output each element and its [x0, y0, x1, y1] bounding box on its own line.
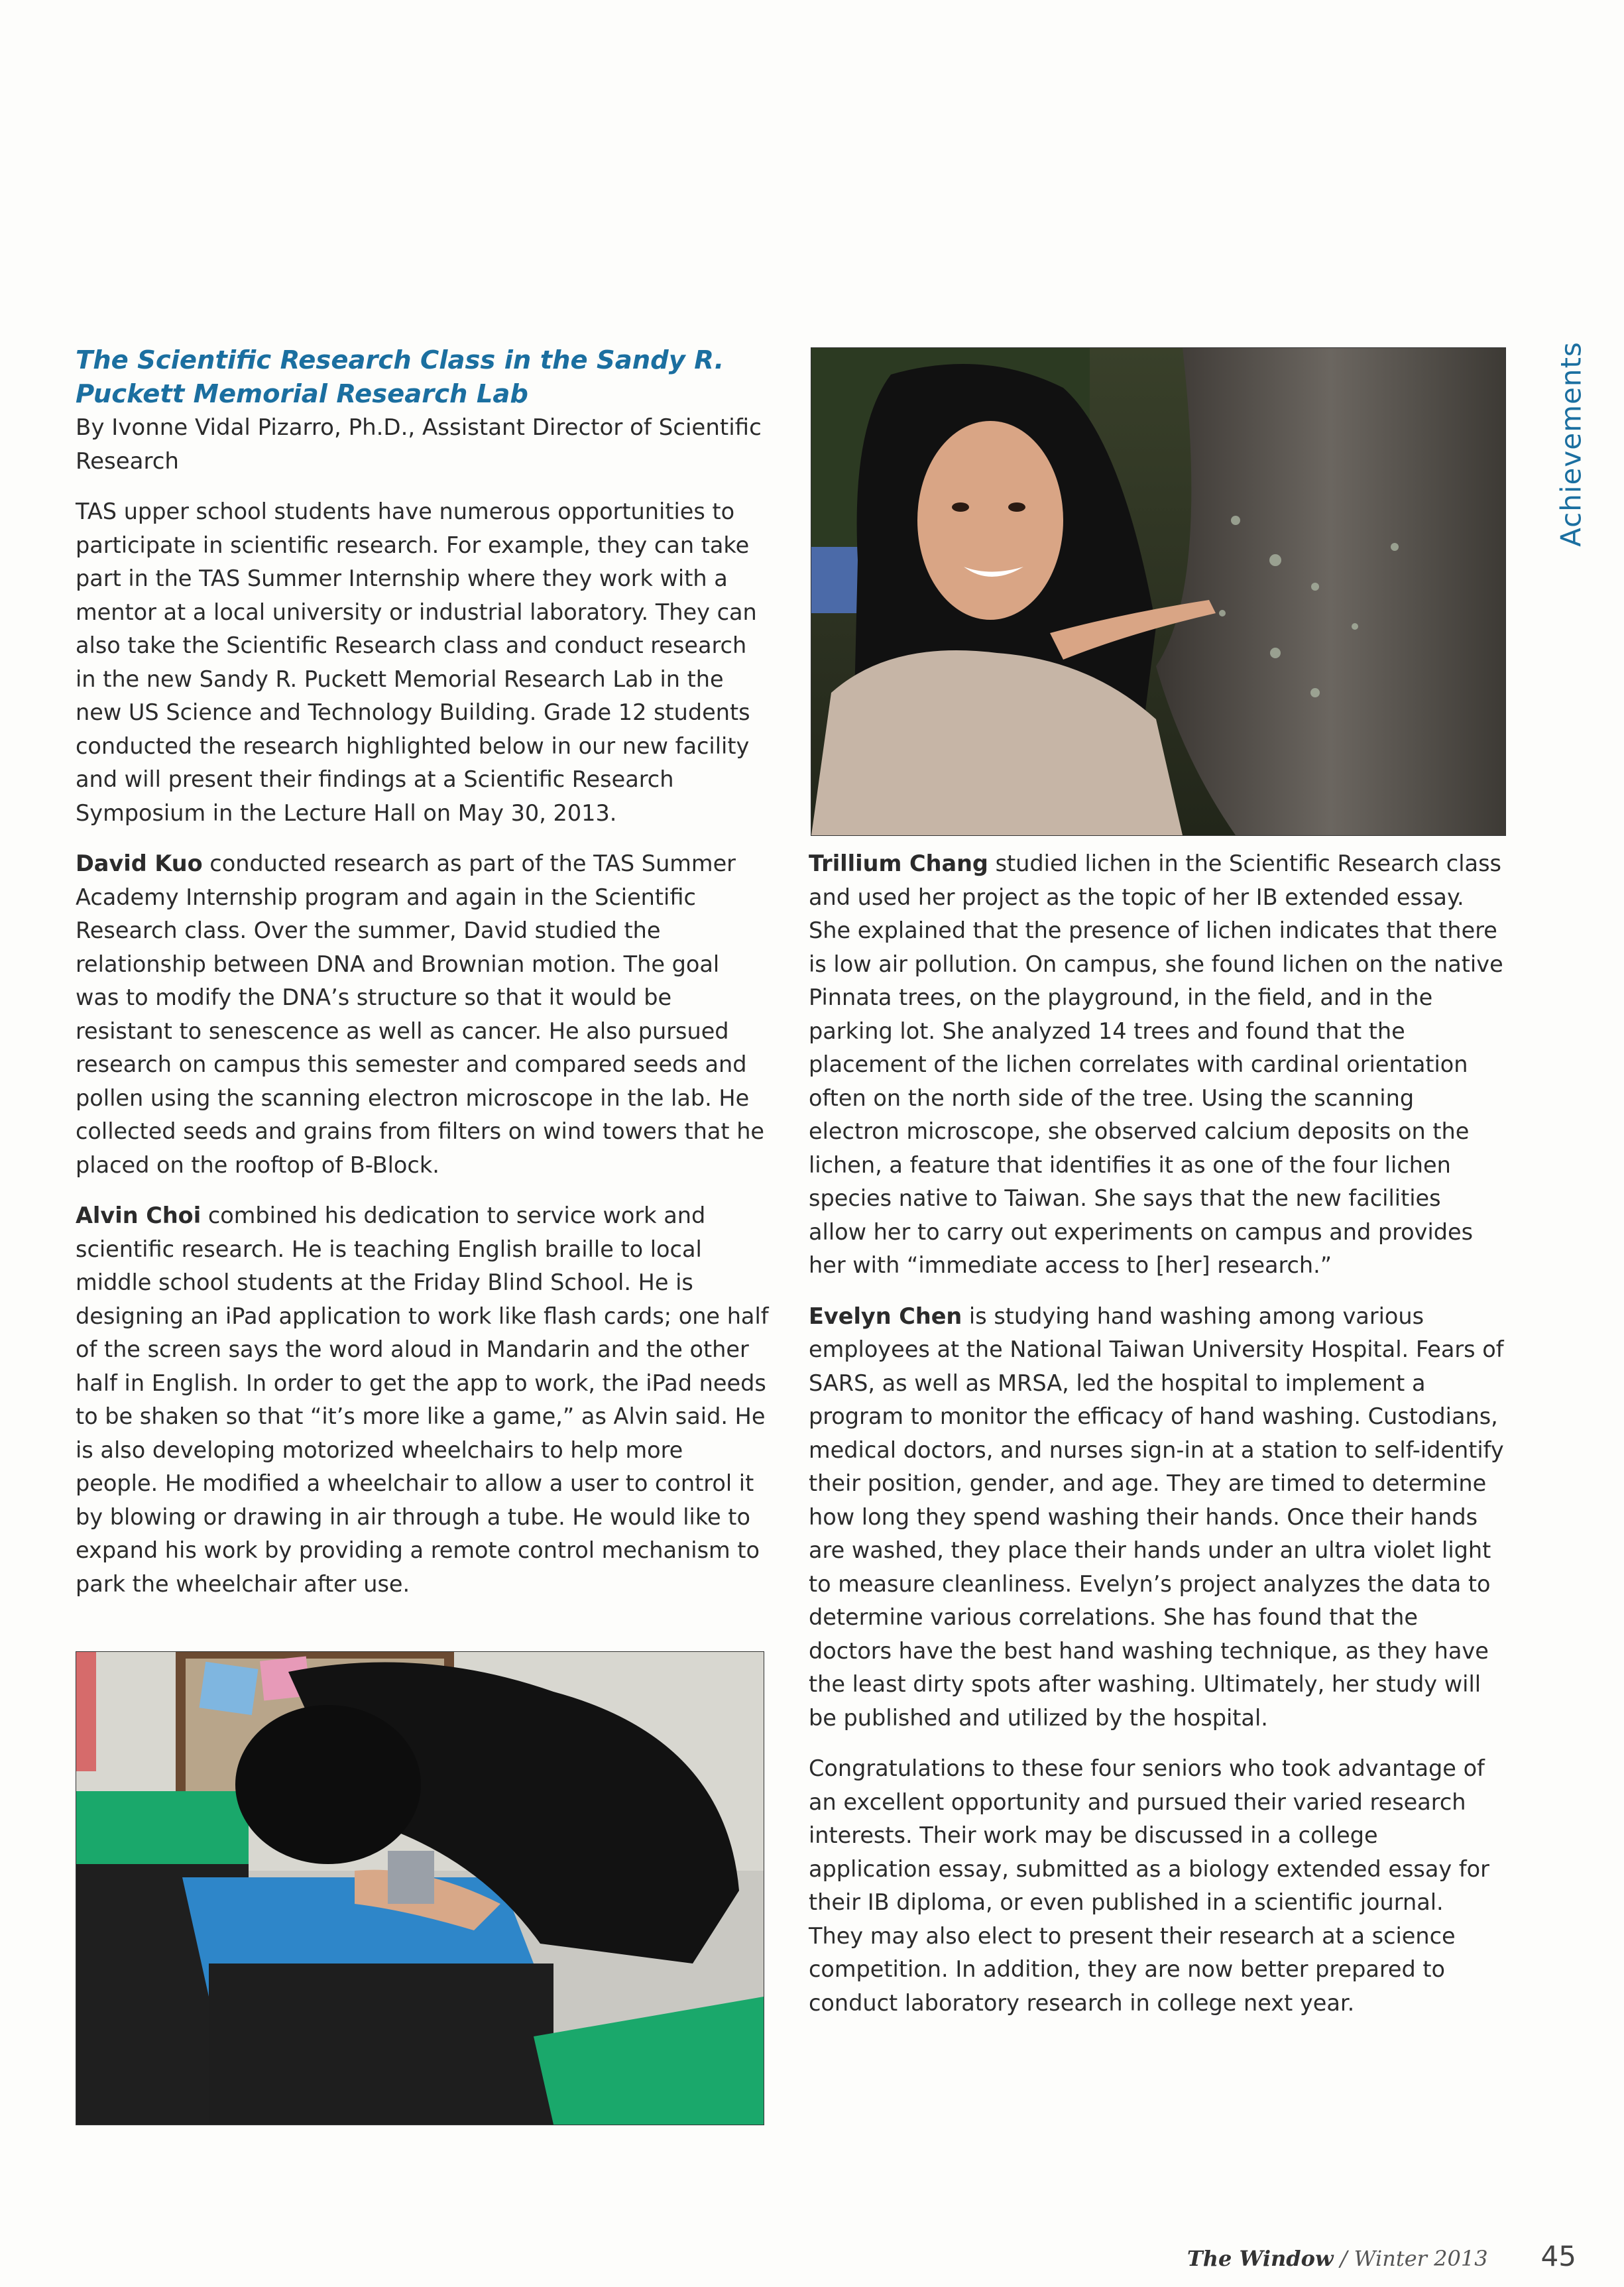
page-number: 45 [1540, 2240, 1576, 2272]
paragraph-text: combined his dedication to service work and scientific research. He is teaching English braille to local middle school students at the Friday Blind School. He is designing an iPad application to work like flash cards; one half of the screen says the word aloud in Mandarin and the other half in English. In order to get the app to work, the iPad needs to be shaken so that “it’s more like a game,” as Alvin said. He is also developing motorized wheelchairs to help more people. He modified a wheelchair to allow a user to control it by blowing or drawing in air through a tube. He would like to expand his work by providing a remote control mechanism to park the wheelchair after use. [76, 1202, 769, 1597]
paragraph-text: is studying hand washing among various employees at the National Taiwan University Hospital. Fears of SARS, as well as MRSA, led the hospital to implement a program to monitor the efficacy of hand washing. Custodians, medical doctors, and nurses sign-in at a station to self-identify their position, gender, and age. They are timed to determine how long they spend washing their hands. Once their hands are washed, they place their hands under an ultra violet light to measure cleanliness. Evelyn’s project analyzes the data to determine various correlations. She has found that the doctors have the best hand washing technique, as they have the least dirty spots after washing. Ultimately, her study will be published and utilized by the hospital. [809, 1303, 1504, 1731]
alvin-paragraph [76, 1199, 769, 1601]
article-title: The Scientific Research Class in the Sandy R. Puckett Memorial Research Lab [76, 345, 725, 409]
footer-separator: / [1333, 2246, 1354, 2271]
photo-student-microscope [76, 1651, 764, 2125]
left-column [76, 343, 769, 1618]
david-paragraph [76, 847, 769, 1182]
student-name: Alvin Choi [76, 1202, 202, 1228]
section-label-text: Achievements [1554, 341, 1588, 547]
evelyn-paragraph [809, 1300, 1505, 1735]
section-label [1551, 341, 1591, 547]
right-column [809, 847, 1505, 2037]
student-name: Trillium Chang [809, 850, 988, 876]
conclusion-paragraph: Congratulations to these four seniors who took advantage of an excellent opportunity and pursued their varied research interests. Their work may be discussed in a college application essay, submitted as a biology extended essay for their IB diploma, or even published in a scientific journal. They may also elect to present their research at a science competition. In addition, they are now better prepared to conduct laboratory research in college next year. [809, 1755, 1489, 2016]
paragraph-text: studied lichen in the Scientific Research class and used her project as the topic of her IB extended essay. She explained that the presence of lichen indicates that there is low air pollution. On campus, she found lichen on the native Pinnata trees, on the playground, in the field, and in the parking lot. She analyzed 14 trees and found that the placement of the lichen correlates with cardinal orientation often on the north side of the tree. Using the scanning electron microscope, she observed calcium deposits on the lichen, a feature that identifies it as one of the four lichen species native to Taiwan. She says that the new facilities allow her to carry out experiments on campus and provides her with “immediate access to [her] research.” [809, 850, 1503, 1278]
article-byline: By Ivonne Vidal Pizarro, Ph.D., Assistant Director of Scientific Research [76, 414, 762, 475]
photo-student-tree-image [811, 348, 1505, 835]
paragraph-text: conducted research as part of the TAS Summer Academy Internship program and again in the Scientific Research class. Over the summer, David studied the relationship between DNA and Brownian motion. The goal was to modify the DNA’s structure so that it would be resistant to senescence as well as cancer. He also pursued research on campus this semester and compared seeds and pollen using the scanning electron microscope in the lab. He collected seeds and grains from filters on wind towers that he placed on the rooftop of B-Block. [76, 850, 765, 1178]
student-name: David Kuo [76, 850, 203, 876]
publication-name: The Window [1187, 2246, 1334, 2271]
intro-paragraph: TAS upper school students have numerous opportunities to participate in scientific research. For example, they can take part in the TAS Summer Internship where they work with a mentor at a local university or industrial laboratory. They can also take the Scientific Research class and conduct research in the new Sandy R. Puckett Memorial Research Lab in the new US Science and Technology Building. Grade 12 students conducted the research highlighted below in our new facility and will present their findings at a Scientific Research Symposium in the Lecture Hall on May 30, 2013. [76, 498, 757, 826]
photo-student-microscope-image [76, 1652, 764, 2125]
photo-student-tree [811, 347, 1506, 836]
student-name: Evelyn Chen [809, 1303, 962, 1329]
trillium-paragraph [809, 847, 1505, 1283]
issue-date: Winter 2013 [1354, 2246, 1488, 2271]
page-footer [1187, 2240, 1576, 2280]
